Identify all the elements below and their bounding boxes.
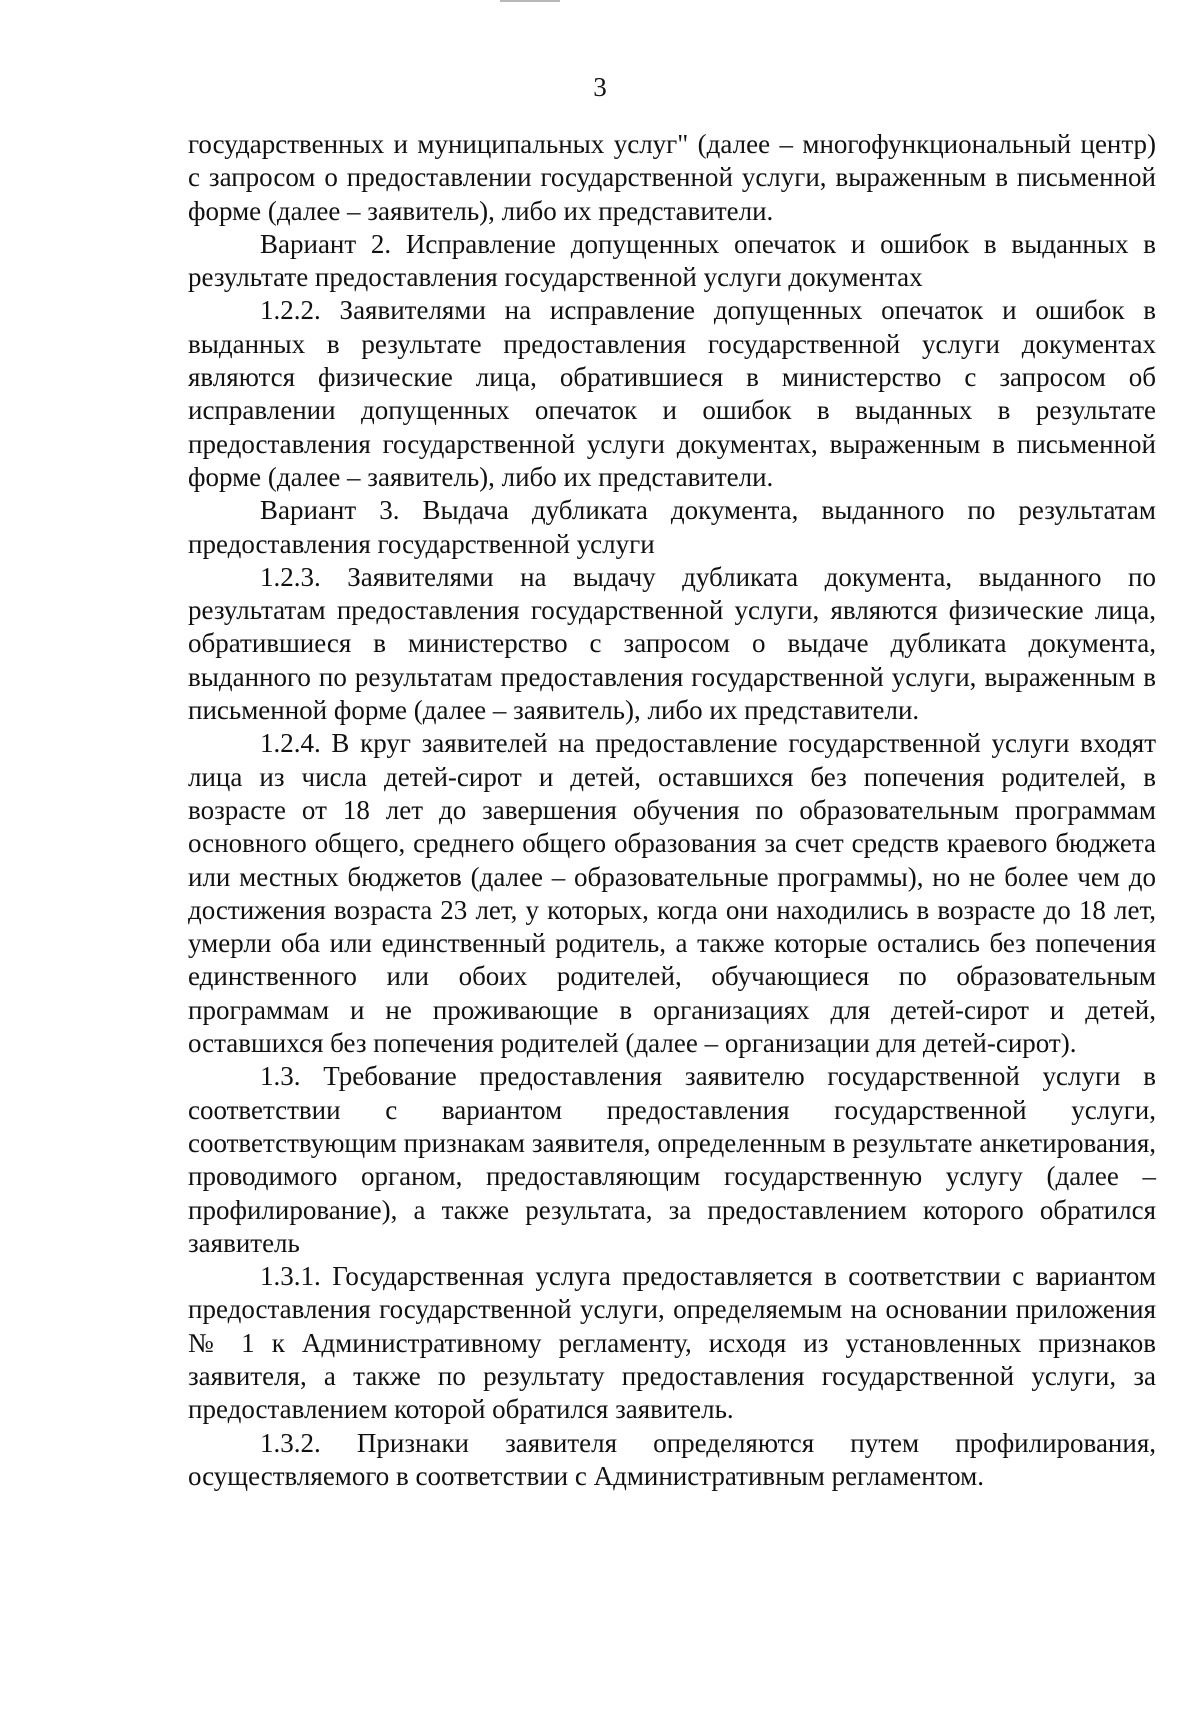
paragraph-1-3-1: 1.3.1. Государственная услуга предоставляется в соответствии с вариантом предоставления государственной услуги, определяемым на основании приложения № 1 к Административному регламенту, исходя из установленных признаков заявителя, а также по результату предоставления государственной услуги, за предоставлением которой обратился заявитель. [188, 1261, 1156, 1425]
paragraph-1-3-2: 1.3.2. Признаки заявителя определяются путем профилирования, осуществляемого в соответствии с Административным регламентом. [188, 1427, 1156, 1491]
paragraph-1-2-2: 1.2.2. Заявителями на исправление допущенных опечаток и ошибок в выданных в результате предоставления государственной услуги документах являются физические лица, обратившиеся в министерство с запросом об исправлении допущенных опечаток и ошибок в выданных в результате предоставления государственной услуги документах, выраженным в письменной форме (далее – заявитель), либо их представители. [188, 295, 1156, 492]
paragraph-1-2-4: 1.2.4. В круг заявителей на предоставление государственной услуги входят лица из числа детей-сирот и детей, оставшихся без попечения родителей, в возрасте от 18 лет до завершения обучения по образовательным программам основного общего, среднего общего образования за счет средств краевого бюджета или местных бюджетов (далее – образовательные программы), но не более чем до достижения возраста 23 лет, у которых, когда они находились в возрасте до 18 лет, умерли оба или единственный родитель, а также которые остались без попечения единственного или обоих родителей, обучающиеся по образовательным программам и не проживающие в организациях для детей-сирот и детей, оставшихся без попечения родителей (далее – организации для детей-сирот). [188, 728, 1156, 1059]
paragraph-variant-2-heading: Вариант 2. Исправление допущенных опечаток и ошибок в выданных в результате предоставления государственной услуги документах [188, 228, 1156, 293]
paragraph-variant-3-heading: Вариант 3. Выдача дубликата документа, выданного по результатам предоставления государственной услуги [188, 495, 1156, 559]
document-body [188, 128, 1156, 1493]
paragraph-1-2-3: 1.2.3. Заявителями на выдачу дубликата документа, выданного по результатам предоставления государственной услуги, являются физические лица, обратившиеся в министерство с запросом о выдаче дубликата документа, выданного по результатам предоставления государственной услуги, выраженным в письменной форме (далее – заявитель), либо их представители. [188, 561, 1156, 726]
paragraph-continuation: государственных и муниципальных услуг" (далее – многофункциональный центр) с запросом о предоставлении государственной услуги, выраженным в письменной форме (далее – заявитель), либо их представители. [188, 129, 1156, 226]
paragraph-1-3: 1.3. Требование предоставления заявителю государственной услуги в соответствии с вариантом предоставления государственной услуги, соответствующим признакам заявителя, определенным в результате анкетирования, проводимого органом, предоставляющим государственную услугу (далее – профилирование), а также результата, за предоставлением которого обратился заявитель [188, 1061, 1156, 1258]
page-number: 3 [593, 72, 607, 102]
scan-mark [500, 0, 560, 2]
